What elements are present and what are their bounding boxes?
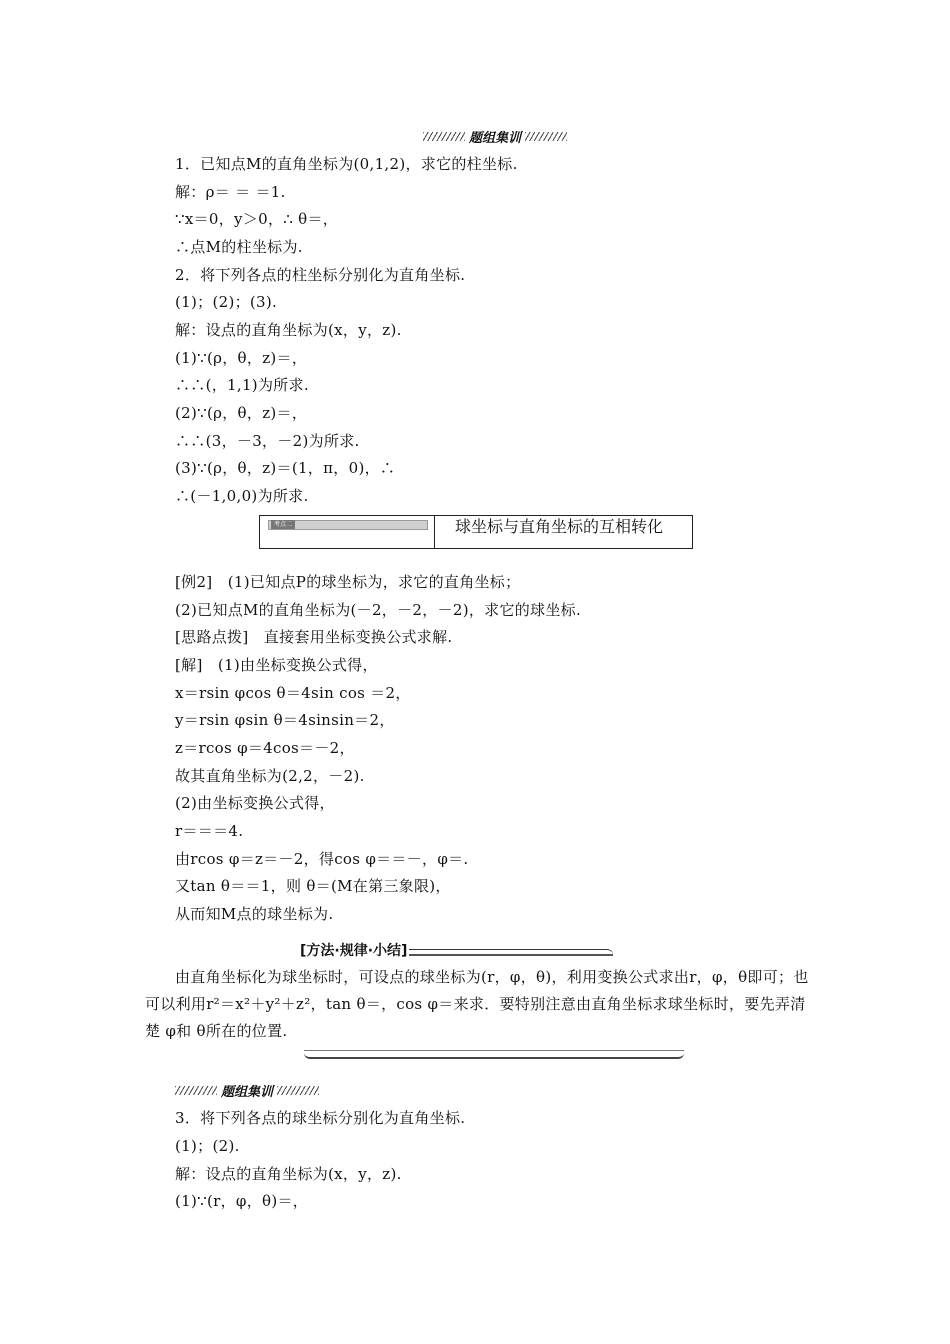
text-line: ∴点M的柱坐标为. [175, 238, 303, 256]
kaodian-tag-label: 考点二 [271, 520, 295, 529]
section-banner-exercise-2 [175, 1081, 319, 1100]
text-line: (2)∵(ρ，θ，z)＝， [175, 404, 308, 422]
text-line: (1)；(2). [175, 1137, 240, 1155]
text-line: 解：ρ＝ ＝ ＝1. [175, 183, 286, 201]
text-line: (3)∵(ρ，θ，z)＝(1，π，0)，∴ [175, 459, 396, 477]
method-summary-header [300, 940, 613, 960]
hatch-decoration-icon [277, 1086, 319, 1095]
text-line: y＝rsin φsin θ＝4sinsin＝2， [175, 711, 395, 729]
text-line: 解：设点的直角坐标为(x，y，z). [175, 1165, 402, 1183]
hatch-decoration-icon [175, 1086, 217, 1095]
text-line: [例2] (1)已知点P的球坐标为，求它的直角坐标； [175, 573, 521, 591]
method-summary-title: [方法·规律·小结] [300, 943, 408, 959]
kaodian-tag-bar [268, 520, 428, 530]
kaodian-tag-cell [260, 516, 435, 548]
banner-title: 题组集训 [469, 131, 522, 146]
text-line: 由rcos φ＝z＝－2，得cos φ＝＝－，φ＝. [175, 850, 469, 868]
text-line: x＝rsin φcos θ＝4sin cos ＝2， [175, 684, 411, 702]
text-line: [思路点拨] 直接套用坐标变换公式求解. [175, 628, 453, 646]
text-line: 从而知M点的球坐标为. [175, 905, 334, 923]
text-line: 故其直角坐标为(2,2，－2). [175, 767, 365, 785]
text-line: 解：设点的直角坐标为(x，y，z). [175, 321, 402, 339]
method-summary-text: 由直角坐标化为球坐标时，可设点的球坐标为(r，φ，θ)，利用变换公式求出r，φ，θ即可；也可以利用r²＝x²＋y²＋z²，tan θ＝，cos φ＝来求．要特别注意由直角坐标求球坐标时，要先弄清楚 φ和 θ所在的位置. [145, 968, 809, 1040]
text-line: 1．已知点M的直角坐标为(0,1,2)，求它的柱坐标. [175, 155, 518, 173]
banner-title: 题组集训 [221, 1085, 274, 1100]
text-line: (1)；(2)；(3). [175, 293, 278, 311]
text-line: ∵x＝0，y＞0，∴ θ＝， [175, 210, 339, 228]
kaodian-title: 球坐标与直角坐标的互相转化 [455, 517, 664, 536]
text-line: z＝rcos φ＝4cos＝－2， [175, 739, 355, 757]
text-line: [解] (1)由坐标变换公式得， [175, 656, 378, 674]
section-banner-exercise-1 [423, 127, 567, 146]
text-line: (1)∵(ρ，θ，z)＝， [175, 349, 308, 367]
method-footer-rule [304, 1050, 684, 1059]
hatch-decoration-icon [423, 132, 465, 141]
method-header-rule [409, 949, 613, 956]
text-line: (2)已知点M的直角坐标为(－2，－2，－2)，求它的球坐标. [175, 601, 582, 619]
text-line: ∴∴(，1,1)为所求. [175, 376, 309, 394]
text-line: ∴(－1,0,0)为所求. [175, 487, 309, 505]
text-line: 3．将下列各点的球坐标分别化为直角坐标. [175, 1109, 466, 1127]
hatch-decoration-icon [525, 132, 567, 141]
kaodian-header [259, 515, 693, 549]
text-line: (2)由坐标变换公式得， [175, 794, 335, 812]
text-line: 2．将下列各点的柱坐标分别化为直角坐标. [175, 266, 466, 284]
text-line: (1)∵(r，φ，θ)＝， [175, 1192, 309, 1210]
text-line: ∴∴(3，－3，－2)为所求. [175, 432, 360, 450]
text-line: r＝＝＝4. [175, 822, 244, 840]
text-line: 又tan θ＝＝1，则 θ＝(M在第三象限)， [175, 877, 451, 895]
